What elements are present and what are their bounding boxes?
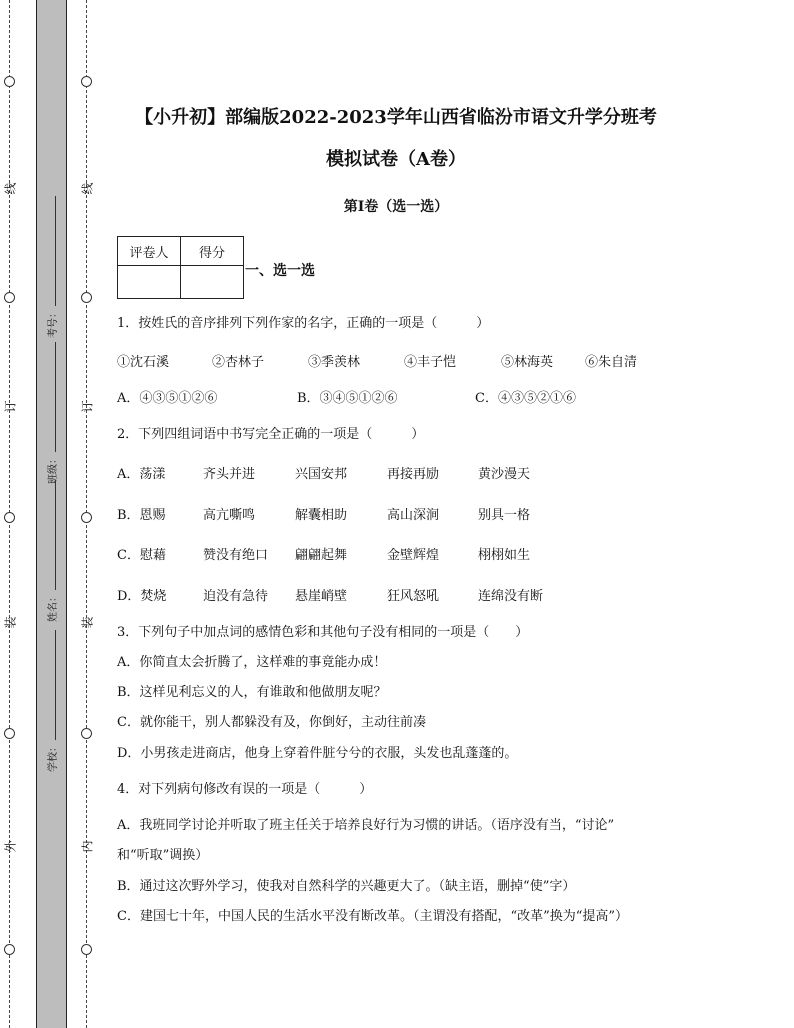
q2-word: B．恩赐 (117, 508, 166, 523)
part-title: 第I卷（选一选） (343, 199, 449, 215)
q1-stem: 1．按姓氏的音序排列下列作家的名字，正确的一项是（ ） (117, 316, 490, 331)
q2-row (117, 544, 530, 563)
q1-option: C．④③⑤②①⑥ (475, 391, 576, 406)
q3-option: A．你简直太会折腾了，这样难的事竟能办成！ (117, 655, 387, 670)
q4-option-cont: 和“听取”调换） (117, 848, 209, 863)
q2-word: 连绵没有断 (478, 589, 544, 604)
q2-stem: 2．下列四组词语中书写完全正确的一项是（ ） (117, 427, 425, 442)
q3-option: C．就你能干，别人都躲没有及，你倒好，主动往前凑 (117, 715, 426, 730)
q2-word: 金壁辉煌 (387, 548, 440, 563)
q2-word: 悬崖峭壁 (295, 589, 348, 604)
margin-char: 线 (3, 182, 18, 195)
q2-word: 解囊相助 (295, 508, 348, 523)
margin-char: 订 (80, 400, 95, 413)
score-header: 得分 (181, 237, 244, 266)
q1-name: ①沈石溪 (117, 355, 170, 370)
margin-char: 外 (3, 840, 18, 853)
q1-names (117, 351, 637, 370)
q2-word: 栩栩如生 (478, 548, 531, 563)
q1-name: ②杏林子 (212, 355, 265, 370)
q2-word: 狂风怒吼 (387, 589, 440, 604)
hole-circle (4, 292, 15, 303)
margin-char: 线 (80, 182, 95, 195)
q1-name: ③季羡林 (308, 355, 361, 370)
q4-option: C．建国七十年，中国人民的生活水平没有断改革。（主谓没有搭配，“改革”换为“提高”） (117, 909, 629, 924)
hole-circle (81, 292, 92, 303)
score-cell (181, 266, 244, 299)
q2-row (117, 463, 530, 482)
q3-option: D．小男孩走进商店，他身上穿着件脏兮兮的衣服，头发也乱蓬蓬的。 (117, 746, 518, 761)
q2-word: 黄沙漫天 (478, 467, 531, 482)
q2-word: 翩翩起舞 (295, 548, 348, 563)
q1-options (117, 387, 576, 406)
q1-name: ⑥朱自清 (585, 355, 638, 370)
hole-circle (4, 76, 15, 87)
hole-circle (4, 944, 15, 955)
field-school: 学校： (44, 630, 59, 772)
q3-stem: 3．下列句子中加点词的感情色彩和其他句子没有相同的一项是（ ） (117, 625, 529, 640)
q2-word: 高亢嘶鸣 (203, 508, 256, 523)
q2-row (117, 585, 543, 604)
hole-circle (81, 944, 92, 955)
q2-word: 再接再励 (387, 467, 440, 482)
margin-char: 装 (80, 616, 95, 629)
grader-cell (118, 266, 181, 299)
hole-circle (4, 728, 15, 739)
q2-word: 齐头并进 (203, 467, 256, 482)
field-name: 姓名： (44, 480, 59, 622)
score-table (117, 236, 244, 299)
field-class: 班级： (44, 342, 59, 484)
margin-char: 订 (3, 400, 18, 413)
q1-option: B．③④⑤①②⑥ (297, 391, 398, 406)
exam-subtitle: 模拟试卷（A卷） (326, 149, 466, 170)
q2-word: 赞没有绝口 (203, 548, 269, 563)
hole-circle (81, 728, 92, 739)
exam-title: 【小升初】部编版2022-2023学年山西省临汾市语文升学分班考 (135, 107, 657, 128)
q2-row (117, 504, 530, 523)
q1-name: ⑤林海英 (501, 355, 554, 370)
q4-stem: 4．对下列病句修改有误的一项是（ ） (117, 782, 373, 797)
field-exam-no: 考号： (44, 196, 59, 338)
hole-circle (81, 76, 92, 87)
q3-option: B．这样见利忘义的人，有谁敢和他做朋友呢？ (117, 685, 387, 700)
q2-word: 迫没有急待 (203, 589, 269, 604)
q1-name: ④丰子恺 (404, 355, 457, 370)
section-title: 一、选一选 (245, 263, 315, 279)
q4-option: A．我班同学讨论并听取了班主任关于培养良好行为习惯的讲话。（语序没有当，“讨论” (117, 818, 615, 833)
q1-option: A．④③⑤①②⑥ (117, 391, 218, 406)
q2-word: 高山深涧 (387, 508, 440, 523)
hole-circle (4, 512, 15, 523)
q2-word: C．慰藉 (117, 548, 166, 563)
q2-word: D．焚烧 (117, 589, 167, 604)
q4-option: B．通过这次野外学习，使我对自然科学的兴趣更大了。（缺主语，删掉“使”字） (117, 879, 576, 894)
q2-word: 别具一格 (478, 508, 531, 523)
q2-word: 兴国安邦 (295, 467, 348, 482)
hole-circle (81, 512, 92, 523)
margin-char: 装 (3, 616, 18, 629)
margin-char: 内 (80, 840, 95, 853)
q2-word: A．荡漾 (117, 467, 166, 482)
grader-header: 评卷人 (118, 237, 181, 266)
